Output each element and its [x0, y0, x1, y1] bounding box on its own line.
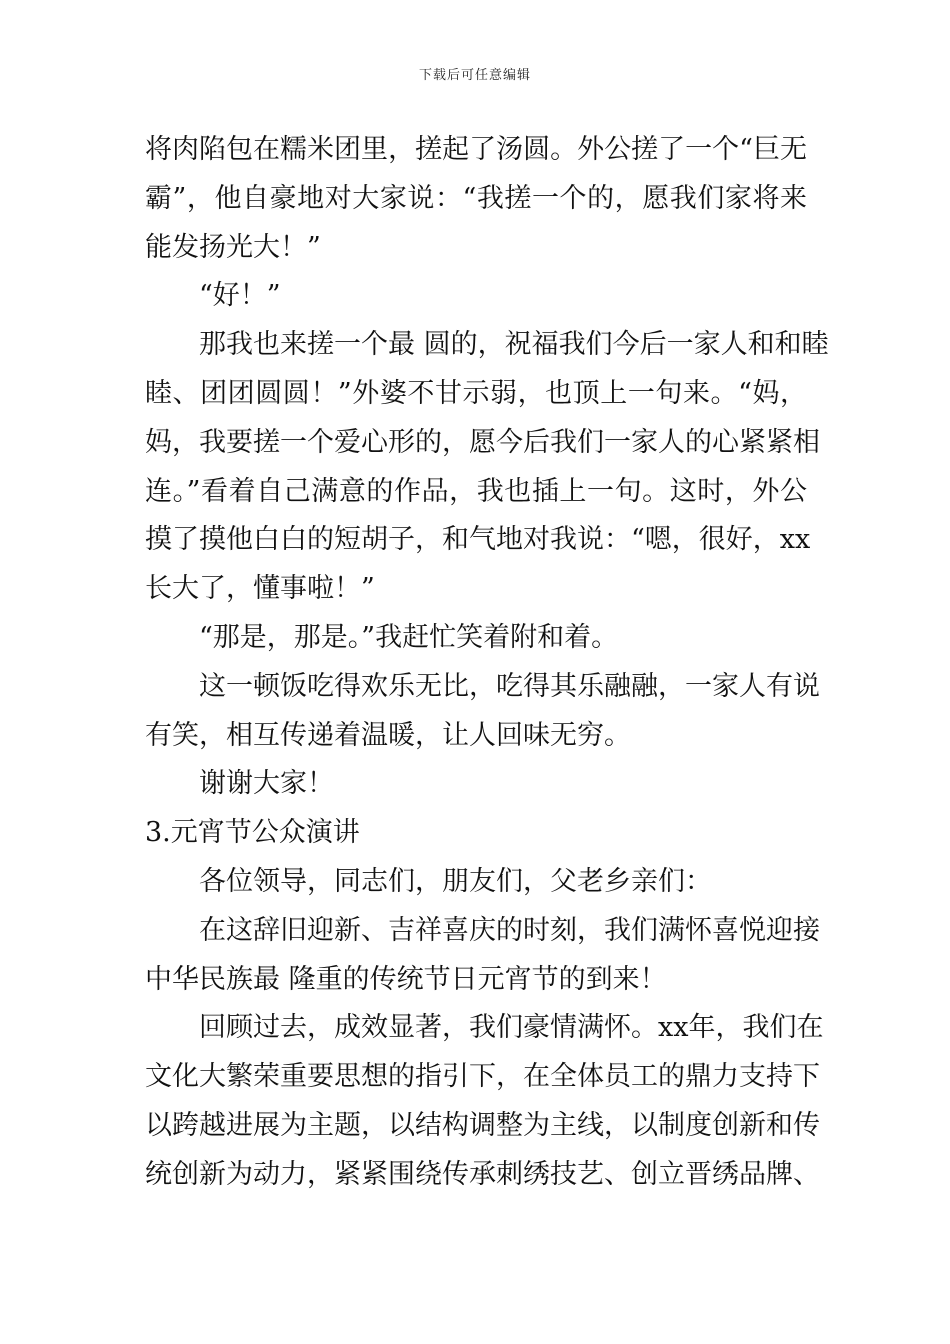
text-line: 有笑，相互传递着温暖，让人回味无穷。	[145, 719, 631, 751]
text-line: 霸”，他自豪地对大家说：“我搓一个的，愿我们家将来	[145, 182, 807, 214]
text-line: 回顾过去，成效显著，我们豪情满怀。xx年，我们在	[199, 1012, 824, 1044]
text-line: 统创新为动力，紧紧围绕传承刺绣技艺、创立晋绣品牌、	[145, 1158, 820, 1190]
page-header: 下载后可任意编辑	[418, 68, 531, 83]
text-line: 睦、团团圆圆！”外婆不甘示弱，也顶上一句来。“妈，	[145, 377, 807, 409]
text-line: 长大了，懂事啦！”	[145, 573, 375, 605]
text-line: 将肉陷包在糯米团里，搓起了汤圆。外公搓了一个“巨无	[145, 134, 807, 165]
text-line: “好！”	[199, 280, 281, 312]
text-line: 以跨越进展为主题，以结构调整为主线，以制度创新和传	[145, 1109, 820, 1141]
text-line: 谢谢大家！	[199, 768, 334, 800]
text-line: 能发扬光大！”	[145, 231, 321, 263]
text-line: 文化大繁荣重要思想的指引下，在全体员工的鼎力支持下	[145, 1061, 820, 1093]
text-line: 这一顿饭吃得欢乐无比，吃得其乐融融，一家人有说	[199, 670, 820, 702]
text-line: 妈，我要搓一个爱心形的，愿今后我们一家人的心紧紧相	[145, 426, 820, 458]
text-line: 中华民族最 隆重的传统节日元宵节的到来！	[145, 963, 667, 995]
section-heading: 3.元宵节公众演讲	[145, 817, 360, 849]
text-line: 连。”看着自己满意的作品，我也插上一句。这时，外公	[145, 475, 807, 507]
text-line: “那是，那是。”我赶忙笑着附和着。	[199, 621, 619, 653]
text-line: 摸了摸他白白的短胡子，和气地对我说：“嗯，很好，xx	[145, 524, 811, 556]
text-line: 在这辞旧迎新、吉祥喜庆的时刻，我们满怀喜悦迎接	[199, 914, 820, 946]
document-body	[145, 126, 829, 1200]
text-line: 各位领导，同志们，朋友们，父老乡亲们：	[199, 865, 712, 897]
text-line: 那我也来搓一个最 圆的，祝福我们今后一家人和和睦	[199, 329, 829, 361]
